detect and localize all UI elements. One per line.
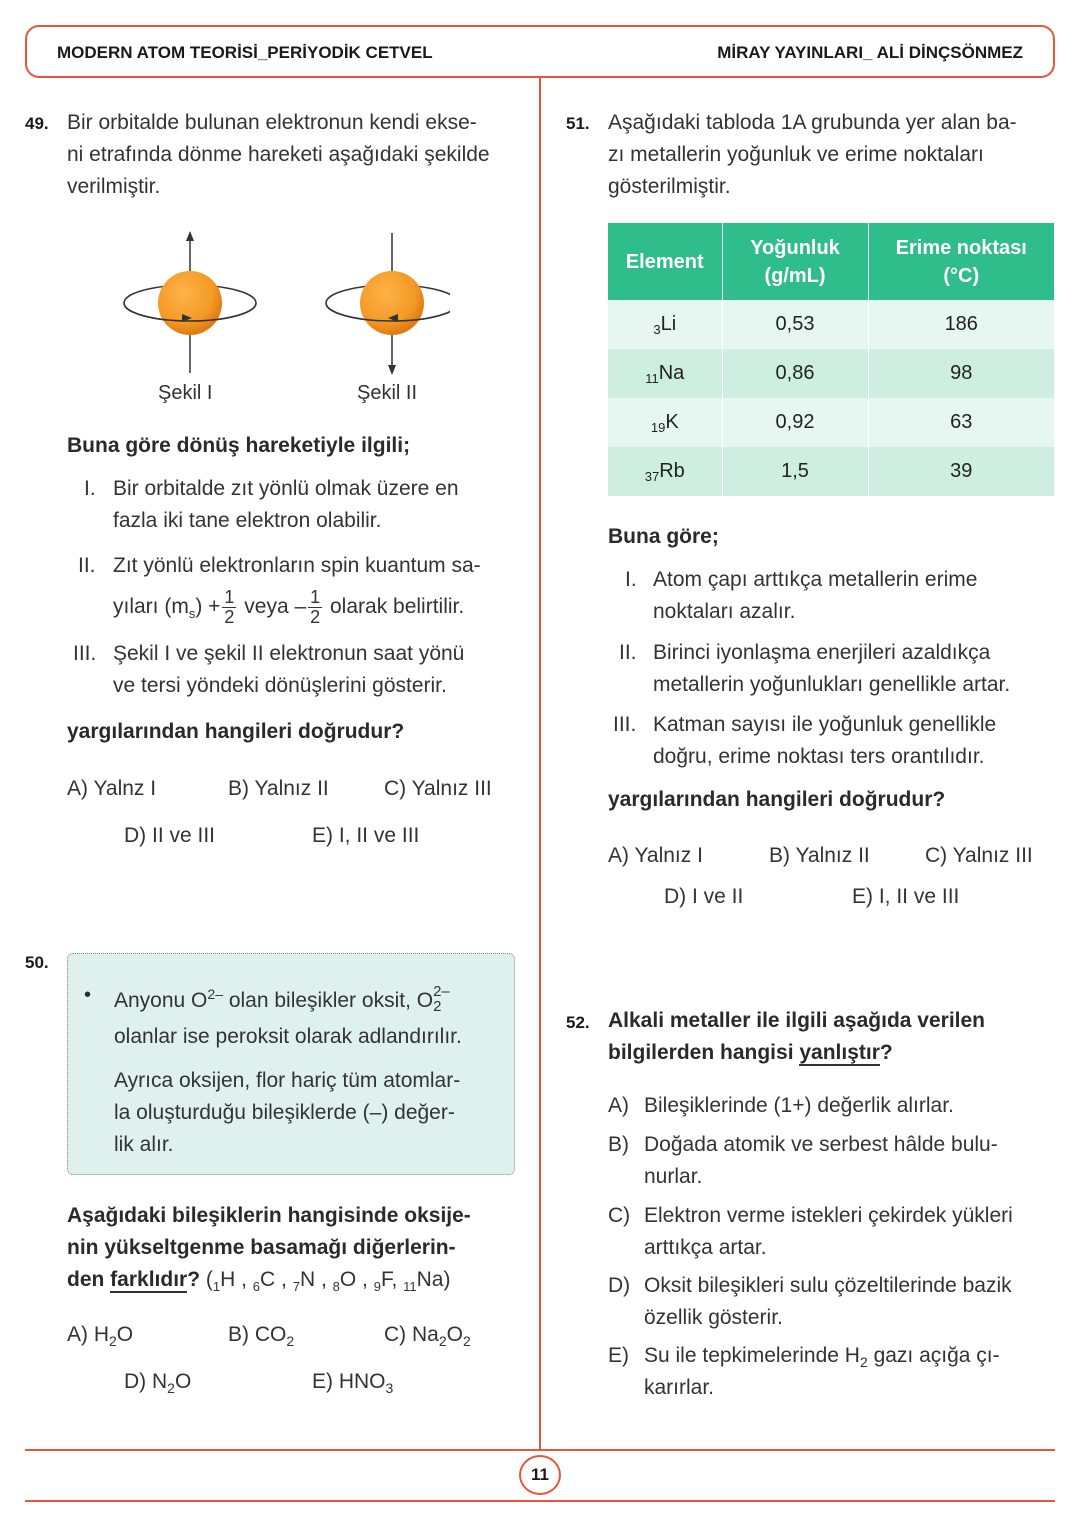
table-row [608, 398, 1054, 447]
q51-item-1-line-1: Atom çapı arttıkça metallerin erime [653, 568, 978, 591]
bullet-icon: • [84, 984, 92, 1006]
q51-option-a[interactable]: A) Yalnız I [608, 844, 703, 867]
q52-number: 52. [566, 1013, 590, 1032]
melting-cell: 186 [868, 300, 1054, 349]
q51-question: yargılarından hangileri doğrudur? [608, 788, 946, 811]
q52-option-d-line-2[interactable]: özellik gösterir. [644, 1306, 783, 1329]
melting-cell: 39 [868, 447, 1054, 496]
q49-stem-line-2: ni etrafında dönme hareketi aşağıdaki şekilde [67, 143, 490, 166]
info-line-4: la oluşturduğu bileşiklerde (–) değer- [114, 1101, 455, 1124]
density-cell: 1,5 [722, 447, 868, 496]
electron-sphere-1 [158, 271, 222, 335]
density-cell: 0,92 [722, 398, 868, 447]
header-publisher: MİRAY YAYINLARI_ ALİ DİNÇSÖNMEZ [717, 43, 1023, 62]
q52-stem-line-2: bilgilerden hangisi yanlıştır? [608, 1041, 893, 1064]
density-cell: 0,53 [722, 300, 868, 349]
info-line-2: olanlar ise peroksit olarak adlandırılır. [114, 1025, 462, 1048]
q51-item-1-line-2: noktaları azalır. [653, 600, 796, 623]
q49-number: 49. [25, 114, 49, 133]
melting-cell: 98 [868, 349, 1054, 398]
q50-question-line-3: den farklıdır? ($_1H$ , $_6$C , $_7$N , $_8$O , $_9$F, $_{11}$Na) [67, 1268, 451, 1295]
q51-item-2-line-2: metallerin yoğunlukları genellikle artar. [653, 673, 1011, 696]
element-cell: $_{37}$Rb [608, 447, 722, 496]
q49-lead: Buna göre dönüş hareketiyle ilgili; [67, 434, 411, 457]
q51-option-d[interactable]: D) I ve II [664, 885, 744, 908]
q49-stem-line-1: Bir orbitalde bulunan elektronun kendi ekse- [67, 111, 477, 134]
spin-figure [110, 225, 450, 385]
q51-option-e[interactable]: E) I, II ve III [852, 885, 960, 908]
q49-item-2-line-1: Zıt yönlü elektronların spin kuantum sa- [113, 554, 481, 577]
q51-item-3-num: III. [613, 713, 637, 736]
q50-option-e[interactable]: E) $HNO_3$ [312, 1370, 394, 1397]
q52-option-a-letter[interactable]: A) [608, 1094, 629, 1117]
q52-option-e-line-2[interactable]: karırlar. [644, 1376, 715, 1399]
q49-item-1-num: I. [84, 477, 96, 500]
q52-option-b-letter[interactable]: B) [608, 1133, 629, 1156]
arrow-up-icon [186, 231, 194, 241]
q52-option-e-line-1[interactable]: Su ile tepkimelerinde $H_2$ gazı açığa çı- [644, 1344, 1000, 1371]
q51-item-2-line-1: Birinci iyonlaşma enerjileri azaldıkça [653, 641, 991, 664]
footer-rule-top [25, 1449, 1055, 1451]
electron-sphere-2 [360, 271, 424, 335]
spin-up-figure [124, 231, 256, 373]
q50-number: 50. [25, 953, 49, 972]
q51-number: 51. [566, 114, 590, 133]
q51-item-1-num: I. [625, 568, 637, 591]
q51-stem-line-1: Aşağıdaki tabloda 1A grubunda yer alan ba- [608, 111, 1017, 134]
q51-option-c[interactable]: C) Yalnız III [925, 844, 1033, 867]
footer-rule-bottom [25, 1500, 1055, 1502]
q52-option-c-letter[interactable]: C) [608, 1204, 631, 1227]
q50-option-c[interactable]: C) $Na_2O_2$ [384, 1323, 471, 1350]
col-melting-point: Erime noktası (°C) [868, 223, 1054, 300]
table-row [608, 300, 1054, 349]
column-divider [539, 78, 541, 1450]
q51-stem-line-2: zı metallerin yoğunluk ve erime noktaları [608, 143, 984, 166]
q49-stem-line-3: verilmiştir. [67, 175, 161, 198]
q52-option-b-line-2[interactable]: nurlar. [644, 1165, 703, 1188]
q49-option-e[interactable]: E) I, II ve III [312, 824, 420, 847]
info-line-3: Ayrıca oksijen, flor hariç tüm atomlar- [114, 1069, 461, 1092]
q51-item-3-line-1: Katman sayısı ile yoğunluk genellikle [653, 713, 997, 736]
q52-option-c-line-1[interactable]: Elektron verme istekleri çekirdek yükleri [644, 1204, 1013, 1227]
q50-info-box [67, 953, 515, 1175]
metals-table [608, 223, 1054, 496]
q49-item-1-line-1: Bir orbitalde zıt yönlü olmak üzere en [113, 477, 459, 500]
q49-option-c[interactable]: C) Yalnız III [384, 777, 492, 800]
underlined-yanlistir: yanlıştır [799, 1041, 880, 1064]
q49-option-d[interactable]: D) II ve III [124, 824, 216, 847]
fraction-minus-half: $\frac{1}{2}$ [310, 587, 321, 627]
q49-option-b[interactable]: B) Yalnız II [228, 777, 329, 800]
q52-option-e-letter[interactable]: E) [608, 1344, 629, 1367]
col-density: Yoğunluk (g/mL) [722, 223, 868, 300]
q50-question-line-2: nin yükseltgenme basamağı diğerlerin- [67, 1236, 456, 1259]
q49-item-2-line-2: yıları $(m_s)$ + $\frac{1}{2}$ veya – $\frac{1}{2}$ olarak belirtilir. [113, 587, 465, 627]
q49-item-3-line-1: Şekil I ve şekil II elektronun saat yönü [113, 642, 465, 665]
element-cell: $_{11}$Na [608, 349, 722, 398]
q52-option-c-line-2[interactable]: arttıkça artar. [644, 1236, 767, 1259]
q52-option-b-line-1[interactable]: Doğada atomik ve serbest hâlde bulu- [644, 1133, 998, 1156]
col-element: Element [608, 223, 722, 300]
q49-question: yargılarından hangileri doğrudur? [67, 720, 405, 743]
q52-option-d-line-1[interactable]: Oksit bileşikleri sulu çözeltilerinde bazik [644, 1274, 1012, 1297]
table-header-row [608, 223, 1054, 300]
element-cell: $_3$Li [608, 300, 722, 349]
q51-item-3-line-2: doğru, erime noktası ters orantılıdır. [653, 745, 985, 768]
table-row [608, 447, 1054, 496]
q49-item-1-line-2: fazla iki tane elektron olabilir. [113, 509, 382, 532]
header-topic: MODERN ATOM TEORİSİ_PERİYODİK CETVEL [57, 43, 433, 62]
q52-stem-line-1: Alkali metaller ile ilgili aşağıda verilen [608, 1009, 986, 1032]
q50-option-a[interactable]: A) $H_2O$ [67, 1323, 134, 1350]
q51-item-2-num: II. [619, 641, 637, 664]
table-row [608, 349, 1054, 398]
q49-option-a[interactable]: A) Yalnz I [67, 777, 157, 800]
q52-option-d-letter[interactable]: D) [608, 1274, 631, 1297]
info-line-1: Anyonu $O^{2-}$ olan bileşikler oksit, O 2– 2 [114, 983, 450, 1015]
q51-option-b[interactable]: B) Yalnız II [769, 844, 870, 867]
q49-item-3-line-2: ve tersi yöndeki dönüşlerini gösterir. [113, 674, 447, 697]
q50-option-b[interactable]: B) $CO_2$ [228, 1323, 295, 1350]
info-line-5: lik alır. [114, 1133, 174, 1156]
figure-1-label: Şekil I [158, 382, 213, 404]
arrow-down-icon [388, 365, 396, 375]
spin-down-figure [326, 233, 450, 375]
page-header [25, 25, 1055, 78]
q49-item-3-num: III. [73, 642, 97, 665]
figure-2-label: Şekil II [357, 382, 418, 404]
fraction-plus-half: $\frac{1}{2}$ [224, 587, 235, 627]
melting-cell: 63 [868, 398, 1054, 447]
underlined-farklidir: farklıdır [110, 1268, 188, 1291]
page-number: 11 [519, 1455, 561, 1495]
q50-question-line-1: Aşağıdaki bileşiklerin hangisinde oksije- [67, 1204, 471, 1227]
q51-stem-line-3: gösterilmiştir. [608, 175, 731, 198]
q49-item-2-num: II. [78, 554, 96, 577]
q52-option-a-text[interactable]: Bileşiklerinde (1+) değerlik alırlar. [644, 1094, 954, 1117]
density-cell: 0,86 [722, 349, 868, 398]
q51-lead: Buna göre; [608, 525, 719, 548]
element-cell: $_{19}$K [608, 398, 722, 447]
q50-option-d[interactable]: D) $N_2O$ [124, 1370, 192, 1397]
